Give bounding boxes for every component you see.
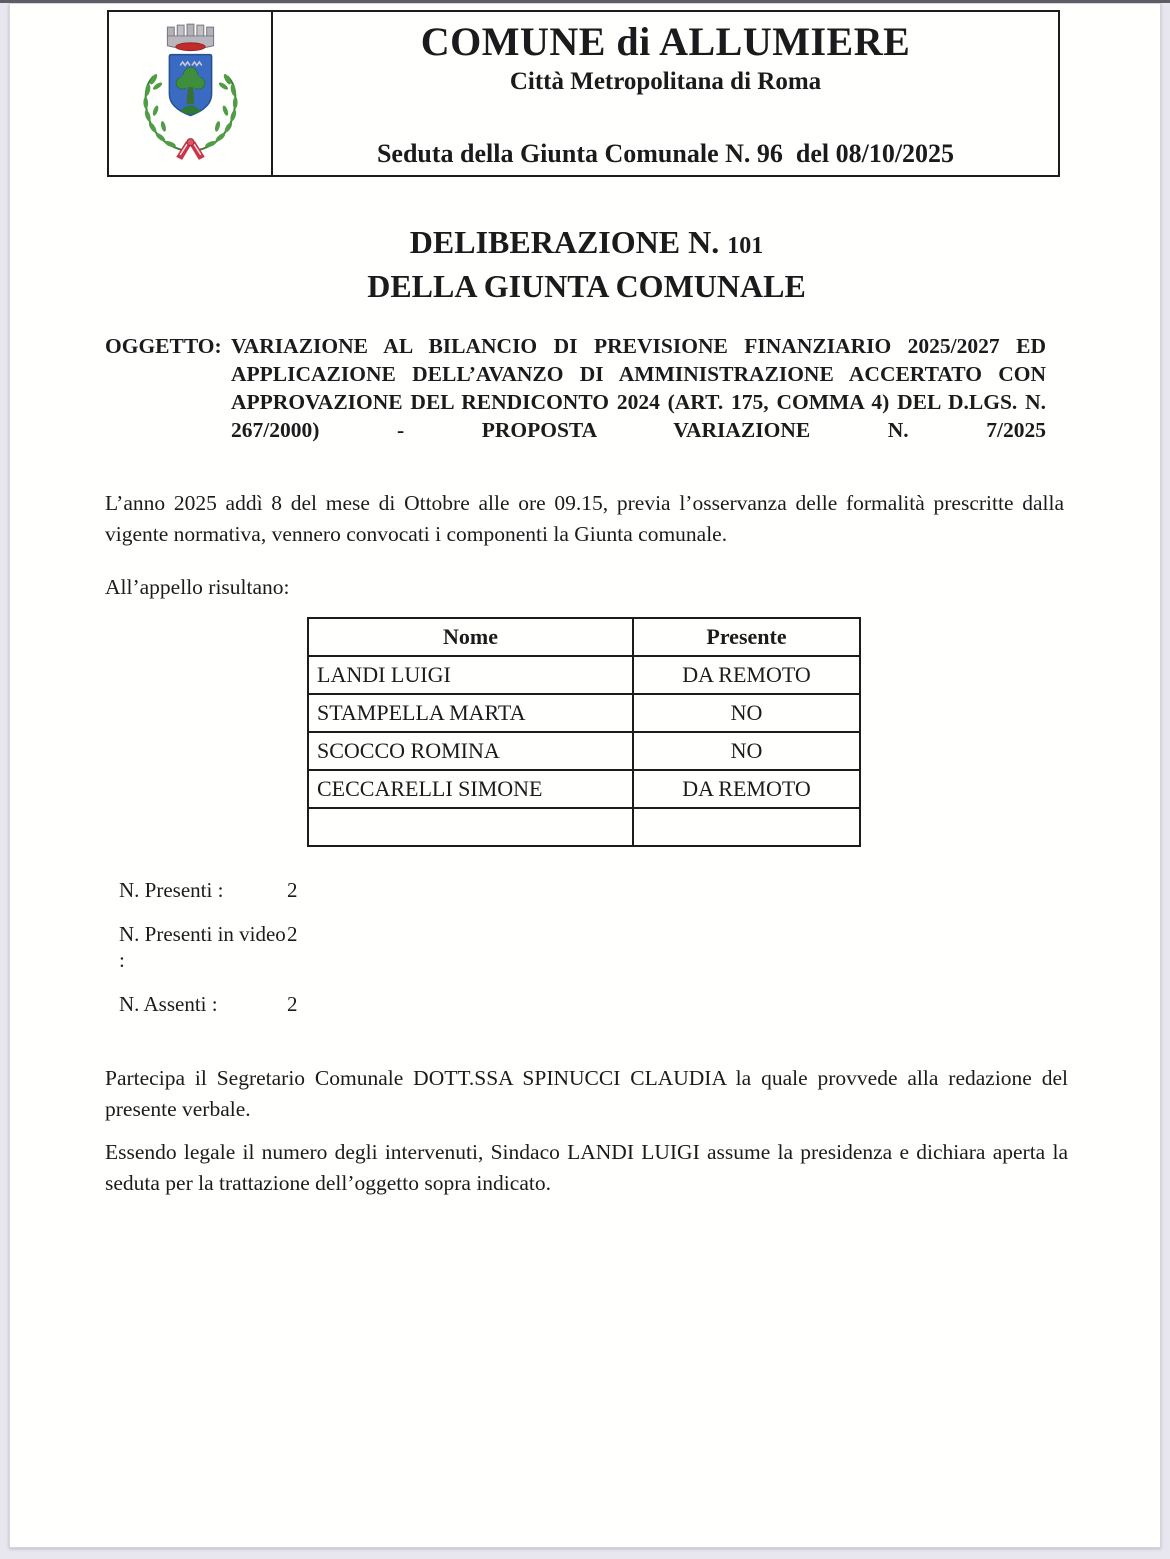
count-value: 2	[287, 922, 298, 946]
letterhead	[107, 10, 1060, 177]
secretary-paragraph: Partecipa il Segretario Comunale DOTT.SSA SPINUCCI CLAUDIA la quale provvede alla redazione del presente verbale.	[105, 1066, 1068, 1121]
count-label: N. Presenti :	[119, 878, 224, 902]
deliberation-title-line2: DELLA GIUNTA COMUNALE	[367, 268, 806, 304]
count-assenti	[119, 991, 1068, 1017]
count-value: 2	[287, 878, 298, 902]
cell-nome: LANDI LUIGI	[308, 656, 633, 694]
table-row-empty	[308, 808, 860, 846]
count-label: N. Presenti in video :	[119, 922, 286, 972]
column-header-presente: Presente	[633, 618, 860, 656]
cell-presente: DA REMOTO	[633, 656, 860, 694]
column-header-nome: Nome	[308, 618, 633, 656]
document-body	[105, 176, 1068, 1199]
table-row	[308, 732, 860, 770]
municipality-subtitle: Città Metropolitana di Roma	[509, 68, 822, 95]
shield-icon	[169, 55, 211, 116]
subject-text: VARIAZIONE AL BILANCIO DI PREVISIONE FINANZIARIO 2025/2027 ED APPLICAZIONE DELL’AVANZO DI AMMINISTRAZIONE ACCERTATO CON APPROVAZIONE DEL RENDICONTO 2024 (ART. 175, COMMA 4) DEL D.LGS. N. 267/2000) - PROPOSTA VARIAZIONE N. 7/2025	[231, 334, 1046, 442]
count-presenti	[119, 877, 1068, 903]
cell-nome: STAMPELLA MARTA	[308, 694, 633, 732]
deliberation-title	[105, 222, 1068, 306]
mural-crown-icon	[167, 24, 213, 51]
municipality-title: COMUNE di ALLUMIERE	[420, 19, 911, 64]
deliberation-title-line1	[105, 222, 1068, 266]
cell-presente: NO	[633, 694, 860, 732]
table-row	[308, 656, 860, 694]
letterhead-text	[273, 12, 1058, 175]
table-row	[308, 694, 860, 732]
deliberation-number: 101	[727, 233, 764, 259]
count-presenti-in-video	[119, 921, 1068, 973]
cell-presente: NO	[633, 732, 860, 770]
table-row	[308, 770, 860, 808]
crest-cell	[109, 12, 273, 175]
count-value: 2	[287, 992, 298, 1016]
cell-presente: DA REMOTO	[633, 770, 860, 808]
count-label: N. Assenti :	[119, 992, 218, 1016]
cell-nome: SCOCCO ROMINA	[308, 732, 633, 770]
cell-nome	[308, 808, 633, 846]
document-page	[9, 3, 1161, 1548]
table-header-row	[308, 618, 860, 656]
opening-paragraph: L’anno 2025 addì 8 del mese di Ottobre alle ore 09.15, previa l’osservanza delle formalità prescritte dalla vigente normativa, vennero convocati i componenti la Giunta comunale.	[105, 491, 1064, 546]
attendance-table	[307, 617, 861, 847]
subject-section	[105, 332, 1068, 444]
screen-top-edge	[0, 0, 1170, 3]
cell-presente	[633, 808, 860, 846]
subject-label: OGGETTO:	[105, 334, 222, 358]
deliberation-title-prefix: DELIBERAZIONE N.	[409, 224, 720, 260]
attendance-counts	[119, 877, 1068, 1017]
roll-call-label: All’appello risultano:	[105, 575, 290, 599]
allumiere-coat-of-arms-icon	[131, 16, 249, 166]
session-line: Seduta della Giunta Comunale N. 96 del 08/10/2025	[376, 139, 955, 168]
presidency-paragraph: Essendo legale il numero degli intervenuti, Sindaco LANDI LUIGI assume la presidenza e dichiara aperta la seduta per la trattazione dell’oggetto sopra indicato.	[105, 1140, 1068, 1195]
cell-nome: CECCARELLI SIMONE	[308, 770, 633, 808]
